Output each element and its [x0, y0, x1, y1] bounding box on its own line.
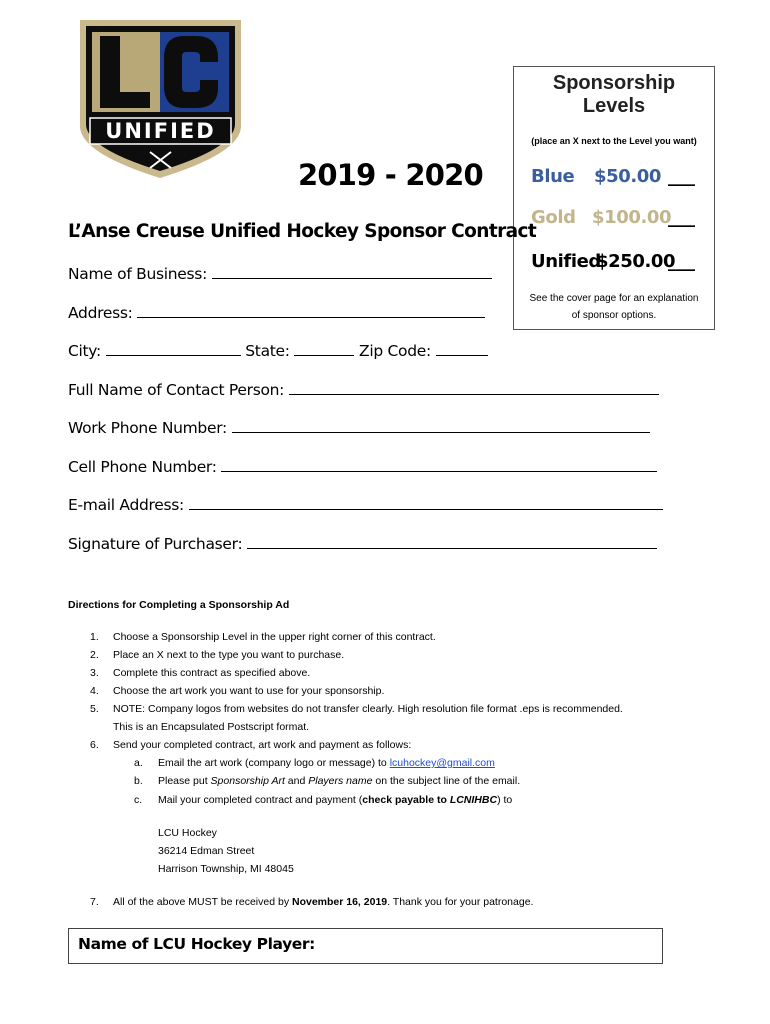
step-5-text: NOTE: Company logos from websites do not transfer clearly. High resolution file format .eps is recommended. [113, 703, 623, 715]
address-field[interactable] [137, 303, 485, 318]
level-gold-blank[interactable]: ___ [668, 207, 695, 228]
step-7-num: 7. [90, 896, 99, 908]
step-1-num: 1. [90, 631, 99, 643]
business-label: Name of Business: [68, 265, 207, 283]
business-field[interactable] [212, 264, 492, 279]
zip-field[interactable] [436, 341, 488, 356]
work-phone-label: Work Phone Number: [68, 419, 227, 437]
level-unified-price: $250.00 [596, 251, 676, 272]
step-3-num: 3. [90, 667, 99, 679]
address-label: Address: [68, 304, 133, 322]
signature-field[interactable] [247, 534, 657, 549]
contact-row [68, 380, 659, 399]
step-6-text: Send your completed contract, art work and payment as follows: [113, 739, 412, 751]
work-phone-field[interactable] [232, 418, 650, 433]
city-field[interactable] [106, 341, 241, 356]
lc-unified-logo [78, 18, 243, 180]
email-row [68, 495, 663, 514]
signature-label: Signature of Purchaser: [68, 535, 243, 553]
state-label: State: [245, 342, 290, 360]
city-row [68, 341, 488, 360]
mailing-address-1: LCU Hockey [158, 827, 217, 839]
step-6b-label: b. [134, 775, 143, 787]
mailing-address-3: Harrison Township, MI 48045 [158, 863, 294, 875]
mailing-address-2: 36214 Edman Street [158, 845, 255, 857]
step-2-text: Place an X next to the type you want to purchase. [113, 649, 345, 661]
email-label: E-mail Address: [68, 496, 184, 514]
cell-phone-field[interactable] [221, 457, 657, 472]
step-5-cont: This is an Encapsulated Postscript format. [113, 721, 310, 733]
work-phone-row [68, 418, 650, 437]
email-field[interactable] [189, 495, 663, 510]
cell-phone-row [68, 457, 657, 476]
step-6-num: 6. [90, 739, 99, 751]
step-6b-text: Please put Sponsorship Art and Players name on the subject line of the email. [158, 775, 521, 787]
level-blue-name: Blue [531, 166, 575, 187]
level-unified-blank[interactable]: ___ [668, 251, 695, 272]
step-6a-text: Email the art work (company logo or message) to lcuhockey@gmail.com [158, 757, 495, 769]
directions-title: Directions for Completing a Sponsorship Ad [68, 599, 290, 611]
cell-phone-label: Cell Phone Number: [68, 458, 217, 476]
sponsorship-note: See the cover page for an explanation of sponsor options. [529, 293, 699, 321]
level-blue-blank[interactable]: ___ [668, 166, 695, 187]
level-blue-price: $50.00 [594, 166, 662, 187]
step-2-num: 2. [90, 649, 99, 661]
contact-field[interactable] [289, 380, 659, 395]
city-label: City: [68, 342, 101, 360]
address-row [68, 303, 485, 322]
season-year: 2019 - 2020 [298, 158, 483, 192]
contract-title: L’Anse Creuse Unified Hockey Sponsor Contract [68, 221, 537, 242]
player-name-label: Name of LCU Hockey Player: [78, 935, 315, 953]
level-gold-price: $100.00 [592, 207, 672, 228]
contact-email-link[interactable]: lcuhockey@gmail.com [389, 757, 495, 769]
step-6a-label: a. [134, 757, 143, 769]
step-6c-text: Mail your completed contract and payment (check payable to LCNIHBC) to [158, 794, 513, 806]
contact-label: Full Name of Contact Person: [68, 381, 285, 399]
level-gold-name: Gold [531, 207, 576, 228]
step-3-text: Complete this contract as specified above. [113, 667, 311, 679]
step-7-text: All of the above MUST be received by November 16, 2019. Thank you for your patronage. [113, 896, 534, 908]
step-5-num: 5. [90, 703, 99, 715]
business-row [68, 264, 492, 283]
step-4-num: 4. [90, 685, 99, 697]
step-1-text: Choose a Sponsorship Level in the upper right corner of this contract. [113, 631, 436, 643]
step-4-text: Choose the art work you want to use for your sponsorship. [113, 685, 385, 697]
step-6c-label: c. [134, 794, 143, 806]
level-unified-name: Unified [531, 251, 601, 272]
logo-word: UNIFIED [105, 119, 216, 143]
state-field[interactable] [294, 341, 354, 356]
zip-label: Zip Code: [359, 342, 431, 360]
signature-row [68, 534, 657, 553]
sponsorship-hint: (place an X next to the Level you want) [531, 136, 697, 146]
sponsorship-title: Sponsorship Levels [552, 72, 676, 117]
